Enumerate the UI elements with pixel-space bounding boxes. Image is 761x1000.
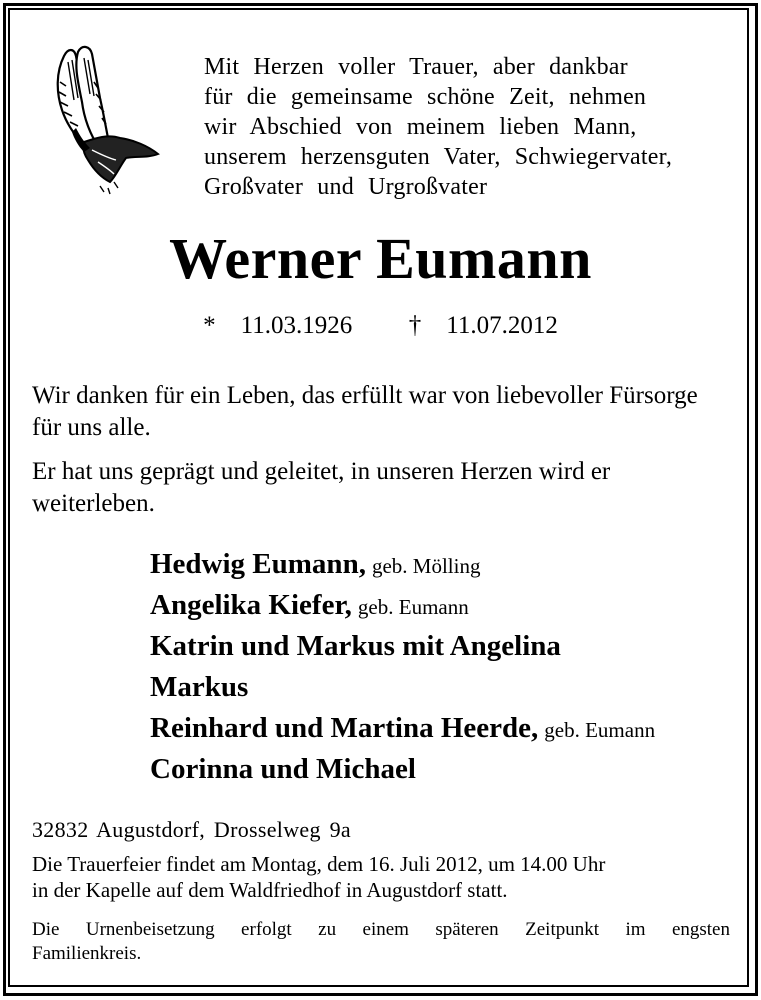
mourner-entry: [150, 585, 750, 626]
intro-line: Mit Herzen voller Trauer, aber dankbar: [204, 54, 628, 80]
urn-line: Familienkreis.: [32, 943, 142, 964]
mourner-entry: [150, 749, 750, 790]
mourner-entry: [150, 544, 750, 585]
intro-line: unserem herzensguten Vater, Schwiegervater,: [204, 144, 673, 170]
mourner-name: Reinhard und Martina Heerde,: [150, 712, 539, 744]
mourners-list: [150, 544, 750, 790]
intro-line: Großvater und Urgroßvater: [204, 174, 488, 200]
intro-line: wir Abschied von meinem lieben Mann,: [204, 114, 637, 140]
death-symbol: †: [408, 312, 422, 339]
intro-line: für die gemeinsame schöne Zeit, nehmen: [204, 84, 647, 110]
mourner-name: Hedwig Eumann,: [150, 548, 366, 580]
intro-text: [204, 52, 734, 202]
life-dates: [0, 310, 761, 342]
maiden-name: geb. Mölling: [371, 554, 481, 578]
mourner-entry: [150, 667, 750, 708]
legacy-paragraph: Er hat uns geprägt und geleitet, in unseren Herzen wird er weiterleben.: [32, 458, 611, 517]
maiden-name: geb. Eumann: [357, 595, 469, 619]
mourner-name: Markus: [150, 671, 249, 703]
mourner-entry: [150, 708, 750, 749]
birth-symbol: *: [203, 312, 216, 339]
mourner-name: Katrin und Markus mit Angelina: [150, 630, 561, 662]
urn-burial-notice: [32, 918, 730, 966]
death-date: 11.07.2012: [446, 312, 558, 339]
mourner-name: Angelika Kiefer,: [150, 589, 352, 621]
deceased-name: Werner Eumann: [169, 226, 592, 291]
service-line: Die Trauerfeier findet am Montag, dem 16. Juli 2012, um 14.00 Uhr: [32, 852, 606, 876]
birth-date: 11.03.1926: [240, 312, 353, 339]
mourner-entry: [150, 626, 750, 667]
maiden-name: geb. Eumann: [544, 718, 656, 742]
funeral-service-notice: [32, 851, 732, 903]
mourner-name: Corinna und Michael: [150, 753, 416, 785]
service-line: in der Kapelle auf dem Waldfriedhof in Augustdorf statt.: [32, 878, 508, 902]
thanks-paragraph: Wir danken für ein Leben, das erfüllt war von liebevoller Fürsorge für uns alle.: [32, 382, 698, 441]
praying-hands-icon: [44, 42, 164, 200]
family-address: 32832 Augustdorf, Drosselweg 9a: [32, 817, 351, 842]
urn-line: Die Urnenbeisetzung erfolgt zu einem späteren Zeitpunkt im engsten: [32, 919, 730, 940]
